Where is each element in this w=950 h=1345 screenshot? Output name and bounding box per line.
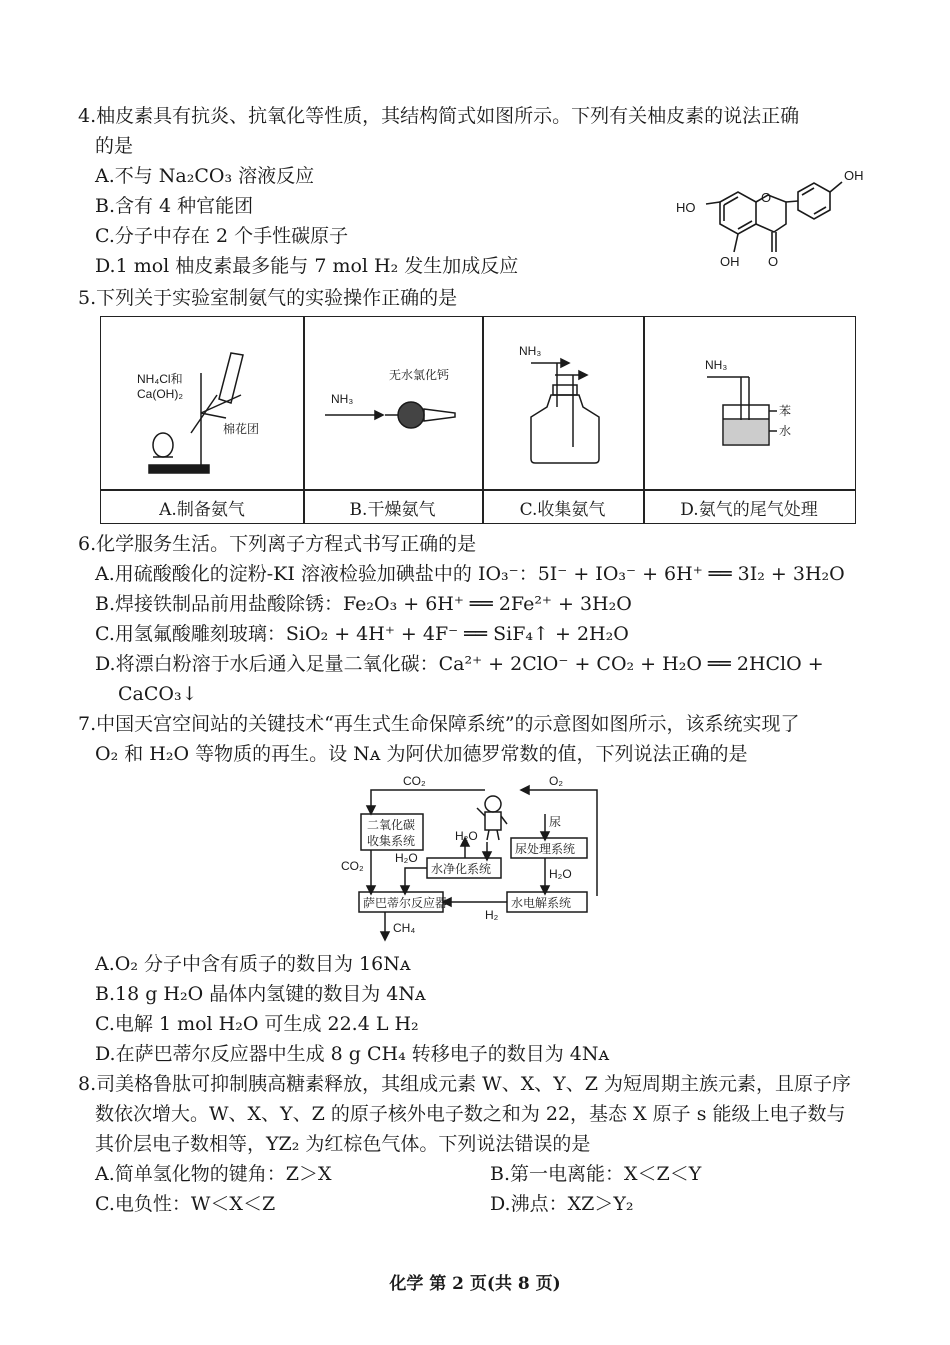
naringenin-structure bbox=[668, 162, 868, 282]
q5-caption-a: A.制备氨气 bbox=[159, 500, 245, 520]
nh3-label-b: NH₃ bbox=[331, 392, 354, 406]
h2-label: H₂ bbox=[485, 908, 499, 922]
water-label: 水 bbox=[779, 424, 792, 438]
q6-option-b: B.焊接铁制品前用盐酸除锈：Fe₂O₃ + 6H⁺ ══ 2Fe²⁺ + 3H₂O bbox=[95, 593, 632, 615]
reagent-label-2: Ca(OH)₂ bbox=[137, 387, 183, 401]
q7-option-b: B.18 g H₂O 晶体内氢键的数目为 4Nᴀ bbox=[95, 983, 426, 1005]
q8-option-b: B.第一电离能：X＜Z＜Y bbox=[490, 1163, 702, 1185]
q8-stem-line3: 其价层电子数相等，YZ₂ 为红棕色气体。下列说法错误的是 bbox=[95, 1133, 591, 1155]
q4-option-a: A.不与 Na₂CO₃ 溶液反应 bbox=[95, 165, 315, 187]
apparatus-c-gas-bottle bbox=[511, 337, 631, 477]
q5-stem: 5.下列关于实验室制氨气的实验操作正确的是 bbox=[78, 287, 458, 309]
reagent-label-1: NH₄Cl和 bbox=[137, 372, 183, 386]
page-footer: 化学 第 2 页(共 8 页) bbox=[389, 1274, 561, 1294]
life-support-diagram bbox=[335, 772, 615, 942]
q4-stem-line2: 的是 bbox=[95, 135, 134, 157]
q8-option-c: C.电负性：W＜X＜Z bbox=[95, 1193, 276, 1215]
sabatier-box-label: 萨巴蒂尔反应器 bbox=[363, 896, 448, 910]
q8-stem-line1: 8.司美格鲁肽可抑制胰高糖素释放，其组成元素 W、X、Y、Z 为短周期主族元素，且原子序 bbox=[78, 1073, 852, 1095]
nh3-label-d: NH₃ bbox=[705, 358, 728, 372]
q7-stem-line2: O₂ 和 H₂O 等物质的再生。设 Nᴀ 为阿伏加德罗常数的值，下列说法正确的是 bbox=[95, 743, 748, 765]
apparatus-b-drying-tube bbox=[319, 357, 479, 457]
q4-option-d: D.1 mol 柚皮素最多能与 7 mol H₂ 发生加成反应 bbox=[95, 255, 519, 277]
q5-caption-d: D.氨气的尾气处理 bbox=[680, 500, 818, 520]
struct-oh-top: OH bbox=[844, 168, 864, 183]
q6-stem: 6.化学服务生活。下列离子方程式书写正确的是 bbox=[78, 533, 477, 555]
q6-option-c: C.用氢氟酸雕刻玻璃：SiO₂ + 4H⁺ + 4F⁻ ══ SiF₄↑ + 2H₂O bbox=[95, 623, 629, 645]
q7-stem-line1: 7.中国天宫空间站的关键技术“再生式生命保障系统”的示意图如图所示，该系统实现了 bbox=[78, 713, 800, 735]
q4-option-c: C.分子中存在 2 个手性碳原子 bbox=[95, 225, 349, 247]
co2-top-label: CO₂ bbox=[403, 774, 426, 788]
q6-option-d-line2: CaCO₃↓ bbox=[118, 683, 198, 705]
benzene-label: 苯 bbox=[779, 404, 792, 418]
drying-agent-label: 无水氯化钙 bbox=[389, 368, 450, 382]
q7-option-c: C.电解 1 mol H₂O 可生成 22.4 L H₂ bbox=[95, 1013, 419, 1035]
q8-option-a: A.简单氢化物的键角：Z＞X bbox=[95, 1163, 332, 1185]
cotton-label: 棉花团 bbox=[223, 422, 260, 436]
struct-ho-left: HO bbox=[676, 200, 696, 215]
urine-label: 尿 bbox=[549, 815, 562, 829]
struct-o-ring: O bbox=[761, 190, 772, 205]
nh3-label-c: NH₃ bbox=[519, 344, 542, 358]
h2o-mid-label: H₂O bbox=[395, 851, 418, 865]
q7-option-d: D.在萨巴蒂尔反应器中生成 8 g CH₄ 转移电子的数目为 4Nᴀ bbox=[95, 1043, 610, 1065]
struct-oh-bottom: OH bbox=[720, 254, 740, 269]
h2o-astronaut-label: H₂O bbox=[455, 829, 478, 843]
urine-box-label: 尿处理系统 bbox=[515, 842, 576, 856]
q6-option-a: A.用硫酸酸化的淀粉-KI 溶液检验加碘盐中的 IO₃⁻：5I⁻ + IO₃⁻ + 6H⁺ ══ 3I₂ + 3H₂O bbox=[95, 563, 845, 585]
q8-stem-line2: 数依次增大。W、X、Y、Z 的原子核外电子数之和为 22，基态 X 原子 s 能级上电子数与 bbox=[95, 1103, 846, 1125]
co2-left-label: CO₂ bbox=[341, 859, 364, 873]
q4-option-b: B.含有 4 种官能团 bbox=[95, 195, 254, 217]
co2-box-line2: 收集系统 bbox=[367, 834, 416, 848]
q4-stem-line1: 4.柚皮素具有抗炎、抗氧化等性质，其结构简式如图所示。下列有关柚皮素的说法正确 bbox=[78, 105, 800, 127]
apparatus-d-absorption bbox=[681, 355, 831, 455]
h2o-right-label: H₂O bbox=[549, 867, 572, 881]
o2-top-label: O₂ bbox=[549, 774, 563, 788]
struct-o-keto: O bbox=[768, 254, 779, 269]
apparatus-a-heating bbox=[131, 333, 291, 483]
ch4-label: CH₄ bbox=[393, 921, 416, 935]
co2-box-line1: 二氧化碳 bbox=[367, 818, 416, 832]
water-box-label: 水净化系统 bbox=[431, 862, 492, 876]
electrolysis-box-label: 水电解系统 bbox=[511, 896, 572, 910]
q5-options-table bbox=[100, 316, 856, 524]
q8-option-d: D.沸点：XZ＞Y₂ bbox=[490, 1193, 634, 1215]
q6-option-d-line1: D.将漂白粉溶于水后通入足量二氧化碳：Ca²⁺ + 2ClO⁻ + CO₂ + H₂O ══ 2HClO + bbox=[95, 653, 824, 675]
q7-option-a: A.O₂ 分子中含有质子的数目为 16Nᴀ bbox=[95, 953, 411, 975]
q5-caption-c: C.收集氨气 bbox=[519, 500, 606, 520]
q5-caption-b: B.干燥氨气 bbox=[349, 500, 436, 520]
